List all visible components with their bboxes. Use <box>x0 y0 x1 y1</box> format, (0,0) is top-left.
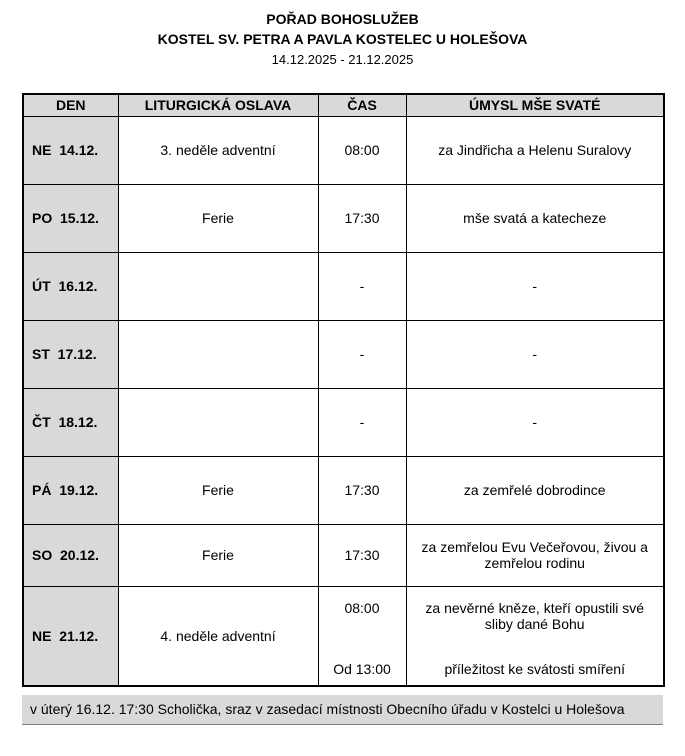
time-cell <box>318 586 406 686</box>
title-block <box>22 10 663 67</box>
intention-cell: - <box>406 252 664 320</box>
time-cell: 08:00 <box>318 116 406 184</box>
intention-entry: příležitost ke svátosti smíření <box>444 661 625 678</box>
table-row <box>23 456 664 524</box>
footer-note: v úterý 16.12. 17:30 Scholička, sraz v zasedací místnosti Obecního úřadu v Kostelci u Holešova <box>22 695 663 725</box>
day-cell: ÚT 16.12. <box>23 252 118 320</box>
column-header-oslava: LITURGICKÁ OSLAVA <box>118 94 318 116</box>
celebration-cell: 4. neděle adventní <box>118 586 318 686</box>
time-cell: 17:30 <box>318 184 406 252</box>
content <box>22 10 663 725</box>
table-row <box>23 116 664 184</box>
intention-entry: za nevěrné kněze, kteří opustili své sliby dané Bohu <box>425 599 645 632</box>
celebration-cell <box>118 320 318 388</box>
column-header-den: DEN <box>23 94 118 116</box>
table-row <box>23 524 664 586</box>
celebration-cell: 3. neděle adventní <box>118 116 318 184</box>
time-entry: Od 13:00 <box>333 661 391 678</box>
day-cell: PO 15.12. <box>23 184 118 252</box>
day-cell: SO 20.12. <box>23 524 118 586</box>
column-header-cas: ČAS <box>318 94 406 116</box>
header-row <box>23 94 664 116</box>
intention-cell: mše svatá a katecheze <box>406 184 664 252</box>
time-cell: - <box>318 252 406 320</box>
time-cell: - <box>318 320 406 388</box>
table-row <box>23 184 664 252</box>
intention-cell <box>406 586 664 686</box>
day-cell: NE 14.12. <box>23 116 118 184</box>
table-row <box>23 252 664 320</box>
time-entry: 08:00 <box>344 599 380 616</box>
table-row <box>23 586 664 686</box>
celebration-cell: Ferie <box>118 184 318 252</box>
day-cell: ČT 18.12. <box>23 388 118 456</box>
document-title: POŘAD BOHOSLUŽEB <box>266 11 419 27</box>
day-cell: PÁ 19.12. <box>23 456 118 524</box>
celebration-cell <box>118 252 318 320</box>
intention-cell: za zemřelé dobrodince <box>406 456 664 524</box>
celebration-cell: Ferie <box>118 524 318 586</box>
table-row <box>23 388 664 456</box>
table-row <box>23 320 664 388</box>
time-cell: 17:30 <box>318 524 406 586</box>
date-range: 14.12.2025 - 21.12.2025 <box>271 52 414 68</box>
schedule-table <box>22 93 665 687</box>
column-header-umysl: ÚMYSL MŠE SVATÉ <box>406 94 664 116</box>
day-cell: NE 21.12. <box>23 586 118 686</box>
intention-cell: - <box>406 388 664 456</box>
celebration-cell: Ferie <box>118 456 318 524</box>
time-cell: - <box>318 388 406 456</box>
celebration-cell <box>118 388 318 456</box>
day-cell: ST 17.12. <box>23 320 118 388</box>
intention-cell: za zemřelou Evu Večeřovou, živou a zemřelou rodinu <box>406 524 664 586</box>
intention-cell: za Jindřicha a Helenu Suralovy <box>406 116 664 184</box>
intention-stack <box>413 587 658 686</box>
time-cell: 17:30 <box>318 456 406 524</box>
intention-cell: - <box>406 320 664 388</box>
church-name: KOSTEL SV. PETRA A PAVLA KOSTELEC U HOLEŠOVA <box>157 30 528 47</box>
time-stack <box>325 587 400 686</box>
